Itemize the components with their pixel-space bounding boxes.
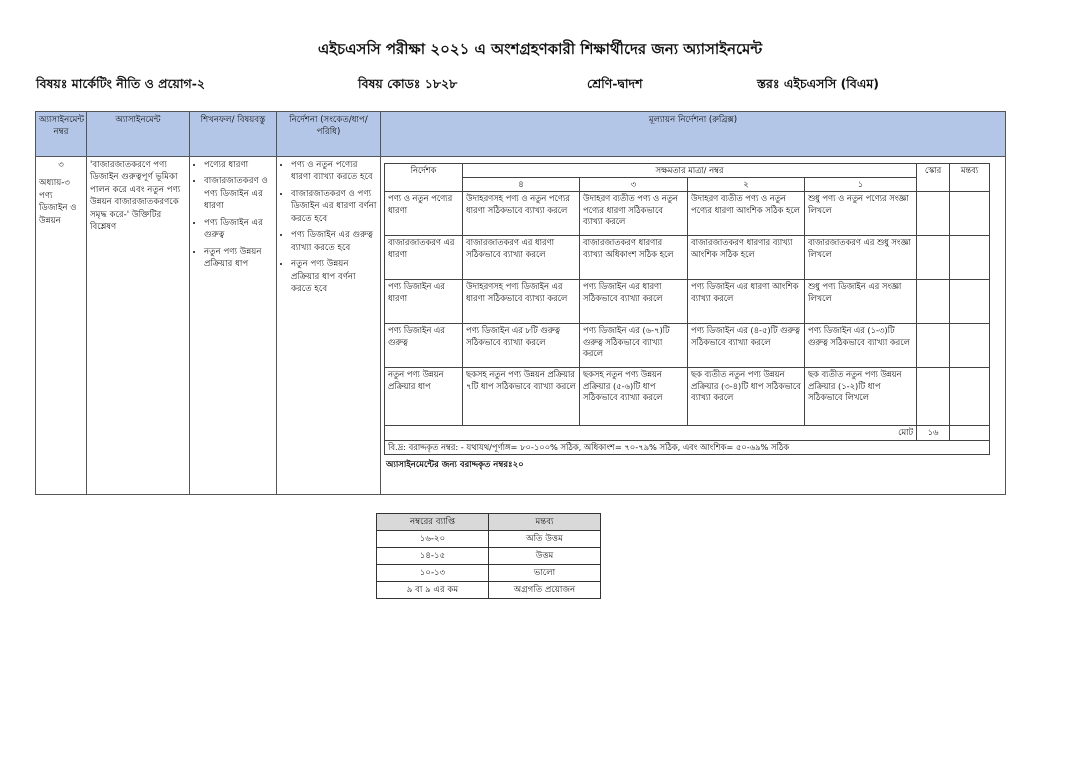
- assignment-number: ৩: [58, 160, 64, 170]
- rubric-level: ২: [688, 178, 805, 192]
- rubric-indicator: পণ্য ডিজাইন এর ধারণা: [385, 280, 463, 324]
- instruction-item: • বাজারজাতকরণ ও পণ্য ডিজাইন এর ধারণা বর্ণনা করতে হবে: [291, 188, 377, 225]
- outcome-item: • পণ্যের ধারণা: [204, 159, 273, 171]
- grade-header-range: নম্বরের ব্যাপ্তি: [377, 514, 489, 531]
- rubric-level: ৪: [463, 178, 580, 192]
- subject-code-label: বিষয় কোডঃ ১৮২৮: [358, 76, 458, 91]
- grade-row: [377, 531, 601, 548]
- rubric-row: [385, 192, 990, 236]
- class-label: শ্রেণি-দ্বাদশ: [587, 76, 643, 91]
- grade-range: ১৪-১৫: [377, 548, 489, 565]
- instructions-list: [280, 159, 377, 296]
- rubric-scale-header: সক্ষমতার মাত্রা/ নম্বর: [463, 164, 917, 178]
- instruction-item: • পণ্য ও নতুন পণ্যের ধারণা ব্যাখ্যা করতে হবে: [291, 159, 377, 184]
- subject-label: বিষয়ঃ মার্কেটিং নীতি ও প্রয়োগ-২: [36, 76, 206, 91]
- rubric-cell: ছকসহ নতুন পণ্য উন্নয়ন প্রক্রিয়ার ৭টি ধাপ সঠিকভাবে ব্যাখ্যা করলে: [463, 368, 580, 426]
- rubric-score-cell: [917, 192, 950, 236]
- chapter-name: অধ্যায়-৩ পণ্য ডিজাইন ও উন্নয়ন: [39, 178, 77, 226]
- rubric-total-label: মোট: [385, 426, 917, 440]
- assignment-number-cell: [36, 157, 87, 495]
- rubric-cell: উদাহরণ ব্যতীত পণ্য ও নতুন পণ্যের ধারণা সঠিকভাবে ব্যাখ্যা করলে: [580, 192, 688, 236]
- rubric-score-cell: [917, 236, 950, 280]
- header-row: [36, 112, 1006, 157]
- rubric-cell: পণ্য ডিজাইন এর (৬-৭)টি গুরুত্ব সঠিকভাবে ব্যাখ্যা করলে: [580, 324, 688, 368]
- rubric-header-row: [385, 164, 990, 178]
- rubric-cell: বাজারজাতকরণ ধারণার ব্যাখ্যা অধিকাংশ সঠিক হলে: [580, 236, 688, 280]
- rubric-cell: পণ্য ডিজাইন এর (৪-৫)টি গুরুত্ব সঠিকভাবে ব্যাখ্যা করলে: [688, 324, 805, 368]
- outcome-item: • বাজারজাতকরণ ও পণ্য ডিজাইন এর ধারণা: [204, 175, 273, 212]
- grade-row: [377, 565, 601, 582]
- grade-remark: ভালো: [489, 565, 601, 582]
- rubric-indicator-header: নির্দেশক: [385, 164, 463, 192]
- learning-outcomes-cell: [190, 157, 277, 495]
- rubric-score-cell: [917, 324, 950, 368]
- grade-remark: অগ্রগতি প্রয়োজন: [489, 582, 601, 599]
- grade-row: [377, 548, 601, 565]
- header-assignment: অ্যাসাইনমেন্ট: [87, 112, 190, 157]
- rubric-remarks-cell: [950, 368, 990, 426]
- rubric-total-remarks: [950, 426, 990, 440]
- rubric-score-cell: [917, 368, 950, 426]
- rubric-cell: বাজারজাতকরণ এর শুধু সংজ্ঞা লিখলে: [805, 236, 917, 280]
- rubric-cell: ছক ব্যতীত নতুন পণ্য উন্নয়ন প্রক্রিয়ার (৩-৪)টি ধাপ সঠিকভাবে ব্যাখ্যা করলে: [688, 368, 805, 426]
- instructions-cell: [277, 157, 381, 495]
- rubric-cell: পণ্য ডিজাইন এর (১-৩)টি গুরুত্ব সঠিকভাবে ব্যাখ্যা করলে: [805, 324, 917, 368]
- rubric-note: বি.দ্র: বরাদ্দকৃত নম্বর: - যথাযথ/পূর্ণাঙ্গ= ৮০-১০০% সঠিক, অধিকাংশ= ৭০-৭৯% সঠিক, এবং আংশিক= ৫০-৬৯% সঠিক: [385, 440, 990, 454]
- header-instructions: নির্দেশনা (সংকেত/ধাপ/পরিধি): [277, 112, 381, 157]
- rubric-remarks-cell: [950, 236, 990, 280]
- rubric-remarks-cell: [950, 192, 990, 236]
- rubric-remarks-cell: [950, 280, 990, 324]
- header-assignment-no: অ্যাসাইনমেন্ট নম্বর: [36, 112, 87, 157]
- grade-range: ১০-১৩: [377, 565, 489, 582]
- rubric-cell: বাজারজাতকরণ এর ধারণা সঠিকভাবে ব্যাখ্যা করলে: [463, 236, 580, 280]
- grade-range: ৯ বা ৯ এর কম: [377, 582, 489, 599]
- rubric-level: ১: [805, 178, 917, 192]
- evaluation-cell: [381, 157, 1006, 495]
- rubric-cell: পণ্য ডিজাইন এর ধারণা আংশিক ব্যাখ্যা করলে: [688, 280, 805, 324]
- assignment-table: [35, 111, 1006, 495]
- rubric-row: [385, 280, 990, 324]
- rubric-cell: শুধু পণ্য ও নতুন পণ্যের সংজ্ঞা লিখলে: [805, 192, 917, 236]
- rubric-table: [384, 163, 990, 455]
- rubric-row: [385, 324, 990, 368]
- rubric-cell: উদাহরণ ব্যতীত পণ্য ও নতুন পণ্যের ধারণা আংশিক সঠিক হলে: [688, 192, 805, 236]
- rubric-cell: উদাহরণসহ পণ্য ও নতুন পণ্যের ধারণা সঠিকভাবে ব্যাখ্যা করলে: [463, 192, 580, 236]
- rubric-indicator: পণ্য ও নতুন পণ্যের ধারণা: [385, 192, 463, 236]
- rubric-cell: শুধু পণ্য ডিজাইন এর সংজ্ঞা লিখলে: [805, 280, 917, 324]
- instruction-item: • পণ্য ডিজাইন এর গুরুত্ব ব্যাখ্যা করতে হবে: [291, 229, 377, 254]
- rubric-levels-row: [385, 178, 990, 192]
- rubric-indicator: নতুন পণ্য উন্নয়ন প্রক্রিয়ার ধাপ: [385, 368, 463, 426]
- header-learning-outcomes: শিখনফল/ বিষয়বস্তু: [190, 112, 277, 157]
- rubric-cell: ছকসহ নতুন পণ্য উন্নয়ন প্রক্রিয়ার (৫-৬)টি ধাপ সঠিকভাবে ব্যাখ্যা করলে: [580, 368, 688, 426]
- grade-header-remark: মন্তব্য: [489, 514, 601, 531]
- rubric-cell: পণ্য ডিজাইন এর ৮টি গুরুত্ব সঠিকভাবে ব্যাখ্যা করলে: [463, 324, 580, 368]
- grade-range-table: [376, 513, 601, 599]
- header-evaluation: মূল্যায়ন নির্দেশনা (রুব্রিক্স): [381, 112, 1006, 157]
- document-title: এইচএসসি পরীক্ষা ২০২১ এ অংশগ্রহণকারী শিক্ষার্থীদের জন্য অ্যাসাইনমেন্ট: [317, 40, 763, 58]
- rubric-level: ৩: [580, 178, 688, 192]
- rubric-total-row: [385, 426, 990, 440]
- rubric-total-value: ১৬: [917, 426, 950, 440]
- rubric-cell: পণ্য ডিজাইন এর ধারণা সঠিকভাবে ব্যাখ্যা করলে: [580, 280, 688, 324]
- rubric-cell: উদাহরণসহ পণ্য ডিজাইন এর ধারণা সঠিকভাবে ব্যাখ্যা করলে: [463, 280, 580, 324]
- grade-range: ১৬-২০: [377, 531, 489, 548]
- rubric-cell: বাজারজাতকরণ ধারণার ব্যাখ্যা আংশিক সঠিক হলে: [688, 236, 805, 280]
- rubric-row: [385, 368, 990, 426]
- rubric-remarks-header: মন্তব্য: [950, 164, 990, 192]
- level-label: স্তরঃ এইচএসসি (বিএম): [757, 76, 879, 91]
- grade-row: [377, 582, 601, 599]
- rubric-score-header: স্কোর: [917, 164, 950, 192]
- grade-remark: উত্তম: [489, 548, 601, 565]
- assignment-row: [36, 157, 1006, 495]
- outcome-item: • পণ্য ডিজাইন এর গুরুত্ব: [204, 217, 273, 242]
- rubric-score-cell: [917, 280, 950, 324]
- outcome-item: • নতুন পণ্য উন্নয়ন প্রক্রিয়ার ধাপ: [204, 246, 273, 271]
- rubric-row: [385, 236, 990, 280]
- grade-remark: অতি উত্তম: [489, 531, 601, 548]
- rubric-indicator: পণ্য ডিজাইন এর গুরুত্ব: [385, 324, 463, 368]
- grade-header-row: [377, 514, 601, 531]
- rubric-indicator: বাজারজাতকরণ এর ধারণা: [385, 236, 463, 280]
- allotted-marks: অ্যাসাইনমেন্টের জন্য বরাদ্দকৃত নম্বরঃ২০: [386, 459, 524, 470]
- rubric-remarks-cell: [950, 324, 990, 368]
- rubric-cell: ছক ব্যতীত নতুন পণ্য উন্নয়ন প্রক্রিয়ার (১-২)টি ধাপ সঠিকভাবে লিখলে: [805, 368, 917, 426]
- instruction-item: • নতুন পণ্য উন্নয়ন প্রক্রিয়ার ধাপ বর্ণনা করতে হবে: [291, 258, 377, 295]
- outcomes-list: [193, 159, 273, 271]
- rubric-note-row: [385, 440, 990, 454]
- assignment-text: 'বাজারজাতকরণে পণ্য ডিজাইন গুরুত্বপূর্ণ ভূমিকা পালন করে এবং নতুন পণ্য উন্নয়ন বাজারজাতকরণকে সমৃদ্ধ করে-' উক্তিটির বিশ্লেষণ: [87, 157, 190, 495]
